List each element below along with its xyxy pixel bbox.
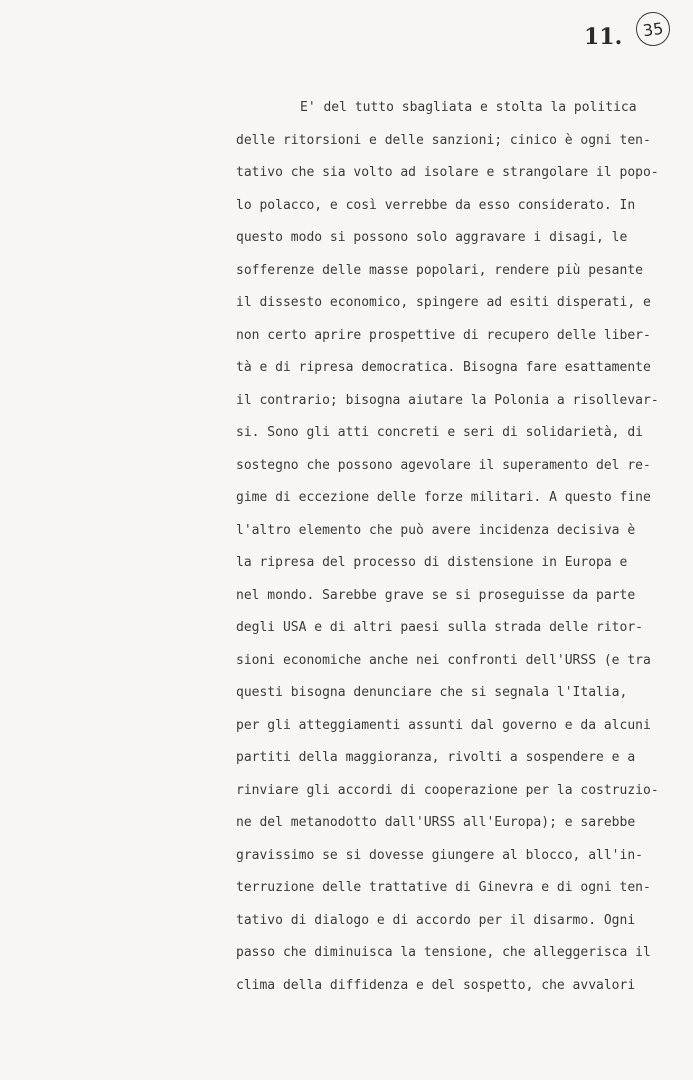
text-line: tà e di ripresa democratica. Bisogna fare esattamente bbox=[236, 360, 651, 375]
page-stamp: 35 bbox=[634, 10, 672, 48]
text-line: lo polacco, e così verrebbe da esso considerato. In bbox=[236, 197, 636, 213]
text-line: per gli atteggiamenti assunti dal governo e da alcuni bbox=[236, 717, 651, 733]
text-line: il dissesto economico, spingere ad esiti disperati, e bbox=[236, 295, 651, 310]
text-line: sioni economiche anche nei confronti dell'URSS (e tra bbox=[236, 652, 651, 668]
text-line: degli USA e di altri paesi sulla strada delle ritor- bbox=[236, 620, 643, 635]
text-line: rinviare gli accordi di cooperazione per la costruzio- bbox=[236, 782, 659, 798]
text-line: passo che diminuisca la tensione, che alleggerisca il bbox=[236, 945, 651, 960]
body-text bbox=[236, 92, 659, 1002]
text-line: il contrario; bisogna aiutare la Polonia a risollevar- bbox=[236, 392, 659, 408]
text-line: gravissimo se si dovesse giungere al blocco, all'in- bbox=[236, 847, 643, 863]
text-line: delle ritorsioni e delle sanzioni; cinico è ogni ten- bbox=[236, 132, 651, 148]
text-line: l'altro elemento che può avere incidenza decisiva è bbox=[236, 522, 636, 538]
text-line: questo modo si possono solo aggravare i disagi, le bbox=[236, 230, 628, 245]
text-line: terruzione delle trattative di Ginevra e di ogni ten- bbox=[236, 880, 651, 895]
text-line: si. Sono gli atti concreti e seri di solidarietà, di bbox=[236, 425, 643, 440]
text-line: gime di eccezione delle forze militari. A questo fine bbox=[236, 490, 651, 505]
text-line: sostegno che possono agevolare il superamento del re- bbox=[236, 457, 651, 473]
text-line: questi bisogna denunciare che si segnala l'Italia, bbox=[236, 685, 628, 700]
text-line: nel mondo. Sarebbe grave se si proseguisse da parte bbox=[236, 587, 636, 603]
text-line: sofferenze delle masse popolari, rendere più pesante bbox=[236, 262, 643, 278]
text-line: clima della diffidenza e del sospetto, che avvalori bbox=[236, 977, 636, 993]
text-line: partiti della maggioranza, rivolti a sospendere e a bbox=[236, 750, 636, 765]
text-line: la ripresa del processo di distensione in Europa e bbox=[236, 555, 628, 570]
text-line: tativo di dialogo e di accordo per il disarmo. Ogni bbox=[236, 912, 636, 928]
text-line: tativo che sia volto ad isolare e strangolare il popo- bbox=[236, 165, 659, 180]
text-line: ne del metanodotto dall'URSS all'Europa); e sarebbe bbox=[236, 815, 636, 830]
page-number: 11. bbox=[584, 24, 623, 50]
text-line: E' del tutto sbagliata e stolta la politica bbox=[300, 100, 637, 115]
text-line: non certo aprire prospettive di recupero delle liber- bbox=[236, 327, 651, 343]
